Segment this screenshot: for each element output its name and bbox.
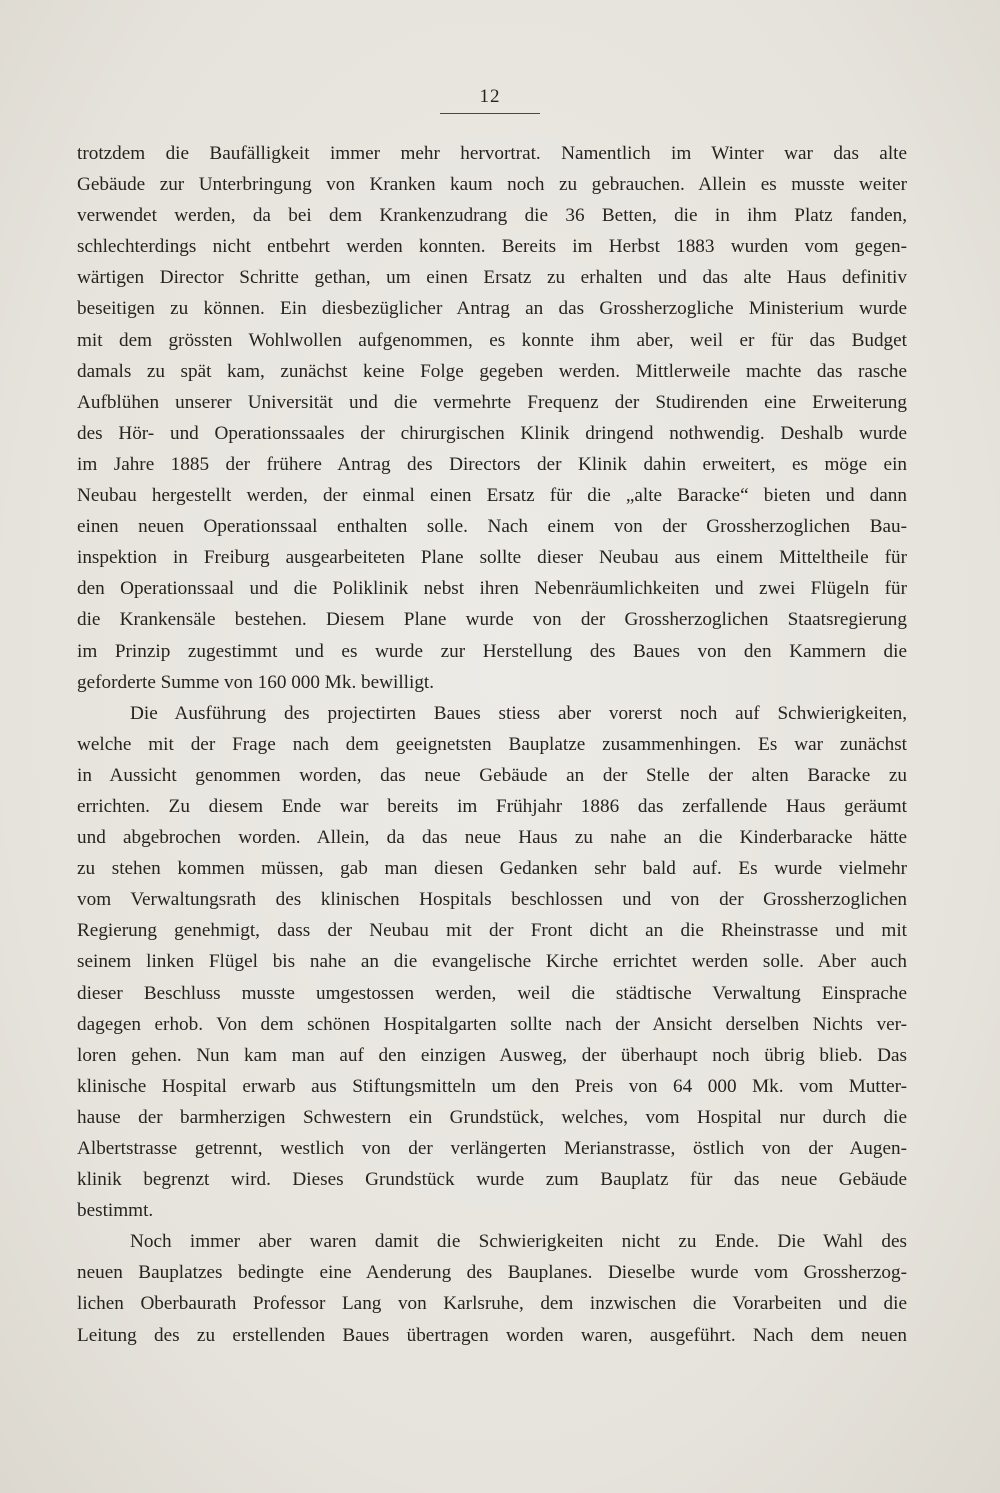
text-line: bestimmt. <box>77 1200 154 1222</box>
text-line: im Jahre 1885 der frühere Antrag des Directors der Klinik dahin erweitert, es möge ein <box>77 453 907 475</box>
text-line: trotzdem die Baufälligkeit immer mehr hervortrat. Namentlich im Winter war das alte <box>77 143 907 164</box>
text-line: dieser Beschluss musste umgestossen werden, weil die städtische Verwaltung Einsprache <box>77 982 907 1004</box>
text-line: Regierung genehmigt, dass der Neubau mit der Front dicht an die Rheinstrasse und mit <box>77 920 907 942</box>
text-line: und abgebrochen worden. Allein, da das neue Haus zu nahe an die Kinderbaracke hätte <box>77 827 907 849</box>
text-line: die Krankensäle bestehen. Diesem Plane wurde von der Grossherzoglichen Staatsregierung <box>77 609 907 631</box>
text-line: zu stehen kommen müssen, gab man diesen Gedanken sehr bald auf. Es wurde vielmehr <box>77 858 907 880</box>
text-line: schlechterdings nicht entbehrt werden konnten. Bereits im Herbst 1883 wurden vom gegen- <box>77 236 907 258</box>
text-line: klinische Hospital erwarb aus Stiftungsmitteln um den Preis von 64 000 Mk. vom Mutter- <box>77 1075 907 1097</box>
text-line: lichen Oberbaurath Professor Lang von Karlsruhe, dem inzwischen die Vorarbeiten und die <box>77 1293 907 1315</box>
text-line: inspektion in Freiburg ausgearbeiteten Plane sollte dieser Neubau aus einem Mitteltheile für <box>77 547 907 569</box>
text-line: loren gehen. Nun kam man auf den einzigen Ausweg, der überhaupt noch übrig blieb. Das <box>77 1044 907 1066</box>
text-line: Gebäude zur Unterbringung von Kranken kaum noch zu gebrauchen. Allein es musste weiter <box>77 174 907 196</box>
text-line: welche mit der Frage nach dem geeignetsten Bauplatze zusammenhingen. Es war zunächst <box>77 733 907 755</box>
text-line: errichten. Zu diesem Ende war bereits im Frühjahr 1886 das zerfallende Haus geräumt <box>77 795 907 817</box>
text-line: beseitigen zu können. Ein diesbezüglicher Antrag an das Grossherzogliche Ministerium wurde <box>77 298 907 320</box>
text-line: einen neuen Operationssaal enthalten solle. Nach einem von der Grossherzoglichen Bau- <box>77 516 907 538</box>
text-line: im Prinzip zugestimmt und es wurde zur Herstellung des Baues von den Kammern die <box>77 640 907 662</box>
text-line: neuen Bauplatzes bedingte eine Aenderung des Bauplanes. Dieselbe wurde vom Grossherzog- <box>77 1262 907 1284</box>
text-line: verwendet werden, da bei dem Krankenzudrang die 36 Betten, die in ihm Platz fanden, <box>77 205 907 227</box>
text-line: hause der barmherzigen Schwestern ein Grundstück, welches, vom Hospital nur durch die <box>77 1106 907 1128</box>
text-line: geforderte Summe von 160 000 Mk. bewilligt. <box>77 671 435 693</box>
text-line: Albertstrasse getrennt, westlich von der verlängerten Merianstrasse, östlich von der Augen- <box>77 1138 907 1159</box>
text-line: Aufblühen unserer Universität und die vermehrte Frequenz der Studirenden eine Erweiterung <box>77 391 907 413</box>
text-line: wärtigen Director Schritte gethan, um einen Ersatz zu erhalten und das alte Haus definitiv <box>77 267 907 289</box>
text-line: des Hör- und Operationssaales der chirurgischen Klinik dringend nothwendig. Deshalb wurde <box>77 422 907 444</box>
text-line: den Operationssaal und die Poliklinik nebst ihren Nebenräumlichkeiten und zwei Flügeln für <box>77 578 907 600</box>
text-line: Neubau hergestellt werden, der einmal einen Ersatz für die „alte Baracke“ bieten und dann <box>77 485 907 507</box>
text-line: damals zu spät kam, zunächst keine Folge gegeben werden. Mittlerweile machte das rasche <box>77 360 907 382</box>
text-line: mit dem grössten Wohlwollen aufgenommen, es konnte ihm aber, weil er für das Budget <box>77 329 907 351</box>
text-line: vom Verwaltungsrath des klinischen Hospitals beschlossen und von der Grossherzoglichen <box>77 889 907 911</box>
text-line: klinik begrenzt wird. Dieses Grundstück wurde zum Bauplatz für das neue Gebäude <box>77 1169 907 1191</box>
body-text <box>77 138 907 1351</box>
text-line: dagegen erhob. Von dem schönen Hospitalgarten sollte nach der Ansicht derselben Nichts ver- <box>77 1013 907 1035</box>
text-line: seinem linken Flügel bis nahe an die evangelische Kirche errichtet werden solle. Aber auch <box>77 951 907 973</box>
text-line: in Aussicht genommen worden, das neue Gebäude an der Stelle der alten Baracke zu <box>77 764 907 786</box>
text-line: Die Ausführung des projectirten Baues stiess aber vorerst noch auf Schwierigkeiten, <box>130 702 907 724</box>
page-number-rule <box>440 113 540 114</box>
text-line: Noch immer aber waren damit die Schwierigkeiten nicht zu Ende. Die Wahl des <box>130 1231 907 1253</box>
text-line: Leitung des zu erstellenden Baues übertragen worden waren, ausgeführt. Nach dem neuen <box>77 1324 907 1346</box>
page-number: 12 <box>479 86 501 107</box>
